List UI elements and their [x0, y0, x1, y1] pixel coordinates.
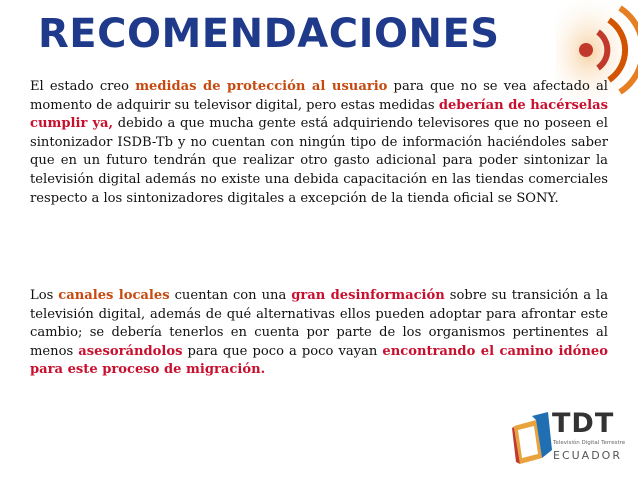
recommendation-paragraph-2 [30, 287, 608, 380]
highlighted-text: asesorándolos [78, 343, 183, 359]
recommendation-paragraph-1 [30, 78, 608, 208]
paragraph-text: para que no se vea afectado al momento de adquirir su televisor digital, pero estas medidas [30, 79, 608, 113]
logo-name: TDT [552, 408, 615, 439]
paragraph-text: El estado creo [30, 79, 136, 94]
logo-country: ECUADOR [553, 449, 622, 462]
paragraph-text: para que poco a poco vayan [182, 343, 383, 359]
highlighted-text: gran desinformación [291, 288, 445, 303]
highlighted-text: canales locales [58, 288, 170, 303]
highlighted-text: medidas de protección al usuario [135, 79, 388, 94]
page-title: RECOMENDACIONES [38, 11, 500, 57]
logo-subtitle: Televisión Digital Terrestre [553, 440, 626, 446]
paragraph-text: Los [30, 288, 59, 303]
highlighted-text: encontrando el camino idóneo para este proceso de migración. [30, 343, 608, 378]
paragraph-text: cuentan con una [169, 288, 292, 303]
highlighted-text: deberían de hacérselas cumplir ya, [30, 97, 609, 132]
paragraph-text: sobre su transición a la televisión digital, además de qué alternativas ellos pueden adoptar para afrontar este cambio; se debería tenerlos en cuenta por parte de los organismos pertinentes al menos [30, 288, 609, 359]
paragraph-text: debido a que mucha gente está adquiriendo televisores que no poseen el sintonizador ISDB-Tb y no cuentan con ningún tipo de información haciéndoles saber que en un futuro tendrán que realizar otro gasto adicional para poder sintonizar la televisión digital además no existe una debida capacitación en las tiendas comerciales respecto a los sintonizadores digitales a excepción de la tienda oficial se SONY. [30, 116, 608, 206]
